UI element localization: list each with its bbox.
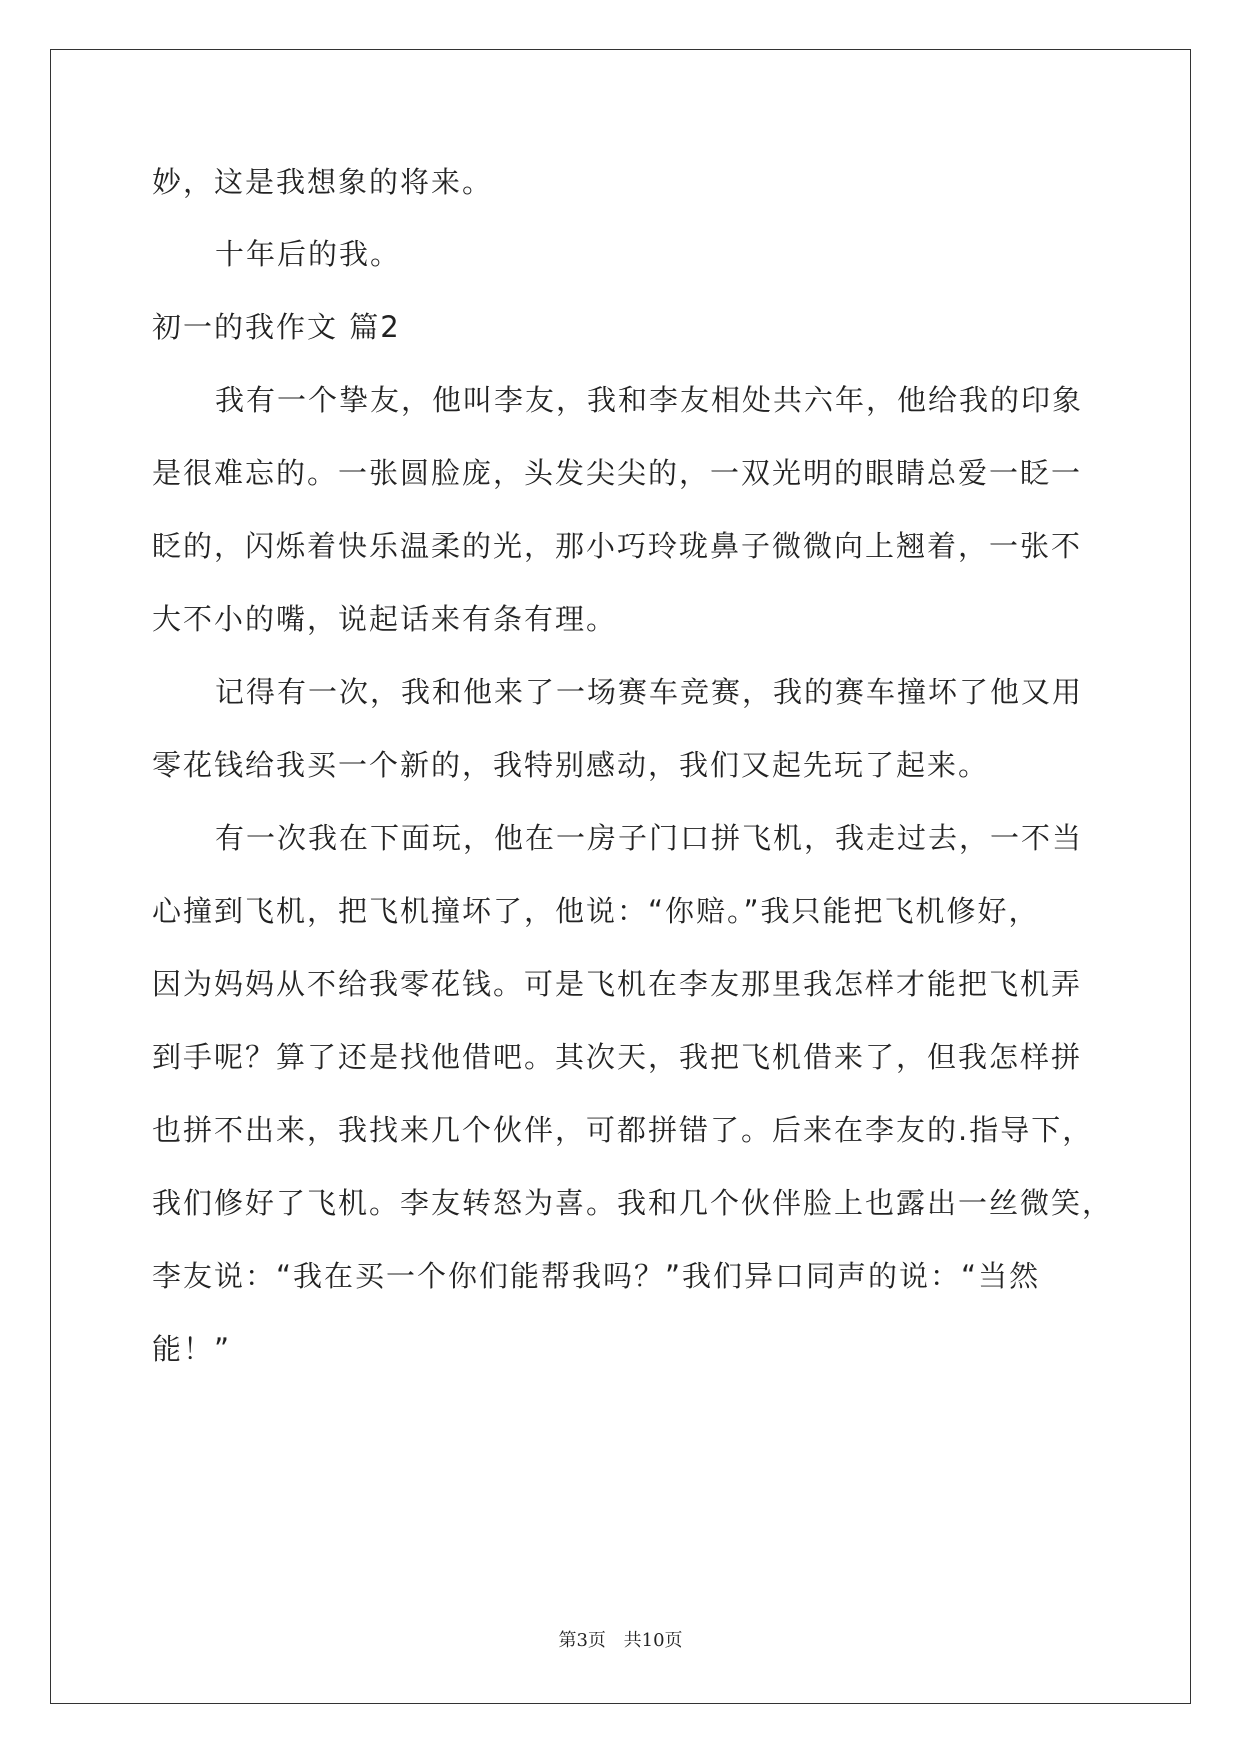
page-border — [50, 49, 1191, 1704]
section-heading: 初一的我作文 篇2 — [152, 310, 401, 344]
text-line: 能！” — [152, 1332, 232, 1366]
text-line: 有一次我在下面玩，他在一房子门口拼飞机，我走过去，一不当 — [215, 821, 1084, 855]
text-line: 零花钱给我买一个新的，我特别感动，我们又起先玩了起来。 — [152, 748, 990, 782]
text-line: 妙，这是我想象的将来。 — [152, 165, 494, 199]
text-line: 到手呢？算了还是找他借吧。其次天，我把飞机借来了，但我怎样拼 — [152, 1040, 1083, 1074]
page-total: 共10页 — [623, 1630, 683, 1651]
text-line: 心撞到飞机，把飞机撞坏了，他说：“你赔。”我只能把飞机修好， — [152, 894, 1040, 928]
text-line: 我们修好了飞机。李友转怒为喜。我和几个伙伴脸上也露出一丝微笑， — [152, 1186, 1114, 1220]
text-line: 眨的，闪烁着快乐温柔的光，那小巧玲珑鼻子微微向上翘着，一张不 — [152, 529, 1083, 563]
text-line: 李友说：“我在买一个你们能帮我吗？”我们异口同声的说：“当然 — [152, 1259, 1041, 1293]
text-line: 因为妈妈从不给我零花钱。可是飞机在李友那里我怎样才能把飞机弄 — [152, 967, 1083, 1001]
text-line: 也拼不出来，我找来几个伙伴，可都拼错了。后来在李友的.指导下， — [152, 1113, 1094, 1147]
page-number: 第3页 — [558, 1630, 606, 1651]
text-line: 是很难忘的。一张圆脸庞，头发尖尖的，一双光明的眼睛总爱一眨一 — [152, 456, 1083, 490]
text-line: 大不小的嘴，说起话来有条有理。 — [152, 602, 618, 636]
page-footer — [0, 1626, 1241, 1652]
text-line: 记得有一次，我和他来了一场赛车竞赛，我的赛车撞坏了他又用 — [215, 675, 1084, 709]
text-line: 我有一个挚友，他叫李友，我和李友相处共六年，他给我的印象 — [215, 383, 1084, 417]
text-line: 十年后的我。 — [215, 237, 402, 271]
